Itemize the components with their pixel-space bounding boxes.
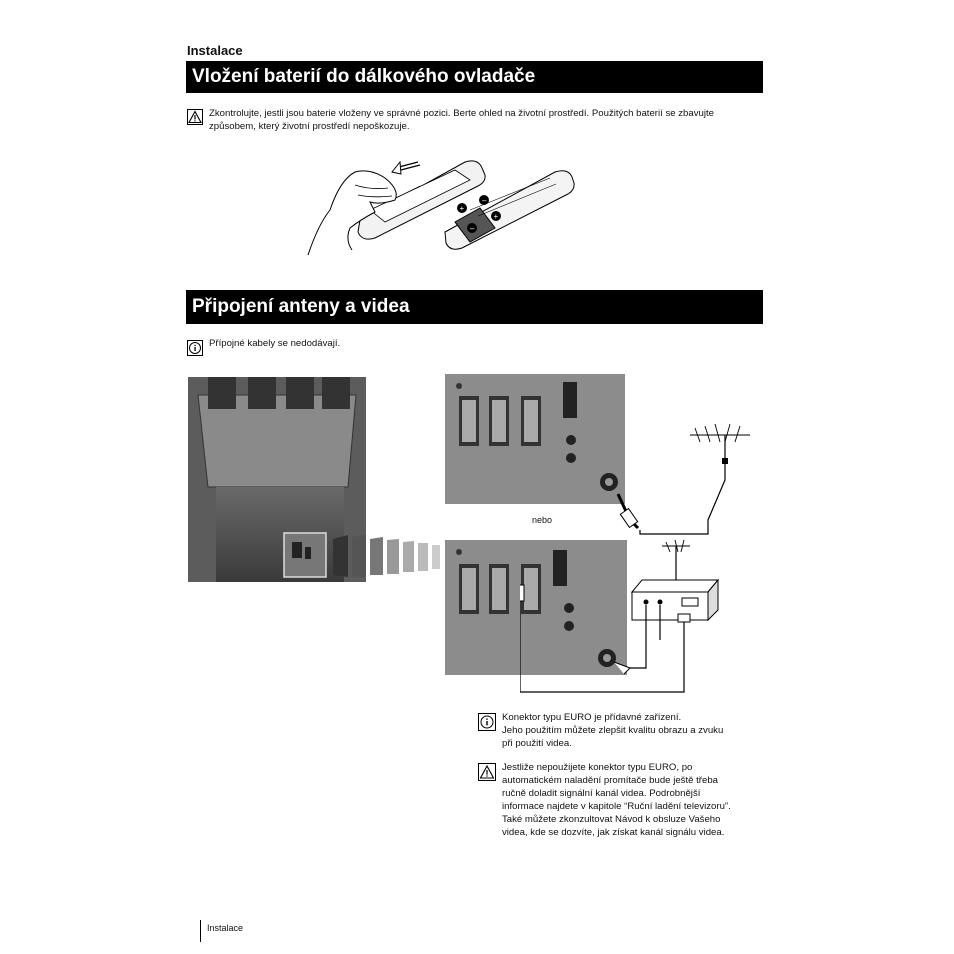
note-line: informace najdete v kapitole “Ruční ladění televizoru”. (502, 801, 731, 812)
antenna-section-title: Připojení anteny a videa (186, 290, 763, 324)
warning-line: způsobem, který životní prostředí nepoškozuje. (209, 121, 410, 132)
euro-info-text (502, 711, 762, 750)
euro-warning-text (502, 761, 772, 839)
cables-info-text: Přípojné kabely se nedodávají. (209, 338, 341, 349)
note-line: při použití videa. (502, 738, 572, 749)
note-line: Jeho použitím můžete zlepšit kvalitu obrazu a zvuku (502, 725, 724, 736)
info-icon (478, 713, 496, 736)
note-line: Konektor typu EURO je přídavné zařízení. (502, 712, 682, 723)
svg-text:+: + (459, 204, 465, 213)
svg-text:+: + (493, 212, 499, 221)
section-label: Instalace (187, 43, 243, 58)
tv-rear-photo (188, 377, 448, 592)
svg-text:–: – (482, 196, 487, 205)
remote-battery-illustration (300, 150, 590, 265)
warning-line: Zkontrolujte, jestli jsou baterie vloženy ve správné pozici. Berte ohled na životní prostředí. Použitých baterií se zbavujte (209, 108, 714, 119)
warning-icon (187, 109, 203, 130)
note-line: automatickém naladění promítače bude ještě třeba (502, 775, 718, 786)
nebo-label: nebo (532, 515, 553, 525)
footer-label: Instalace (207, 923, 244, 933)
svg-text:–: – (470, 224, 475, 233)
note-line: videa, kde se dozvíte, jak získat kanál signálu videa. (502, 827, 725, 838)
warning-icon (478, 763, 496, 786)
battery-warning-text (209, 107, 759, 133)
note-line: Také můžete zkonzultovat Návod k obsluze Vašeho (502, 814, 721, 825)
footer-rule (200, 920, 201, 942)
antenna-cable-diagram (520, 410, 750, 705)
note-line: ručně doladit signální kanál videa. Podrobnější (502, 788, 701, 799)
note-line: Jestliže nepoužijete konektor typu EURO, po (502, 762, 693, 773)
info-icon (187, 340, 203, 361)
battery-section-title: Vložení baterií do dálkového ovladače (186, 61, 763, 93)
